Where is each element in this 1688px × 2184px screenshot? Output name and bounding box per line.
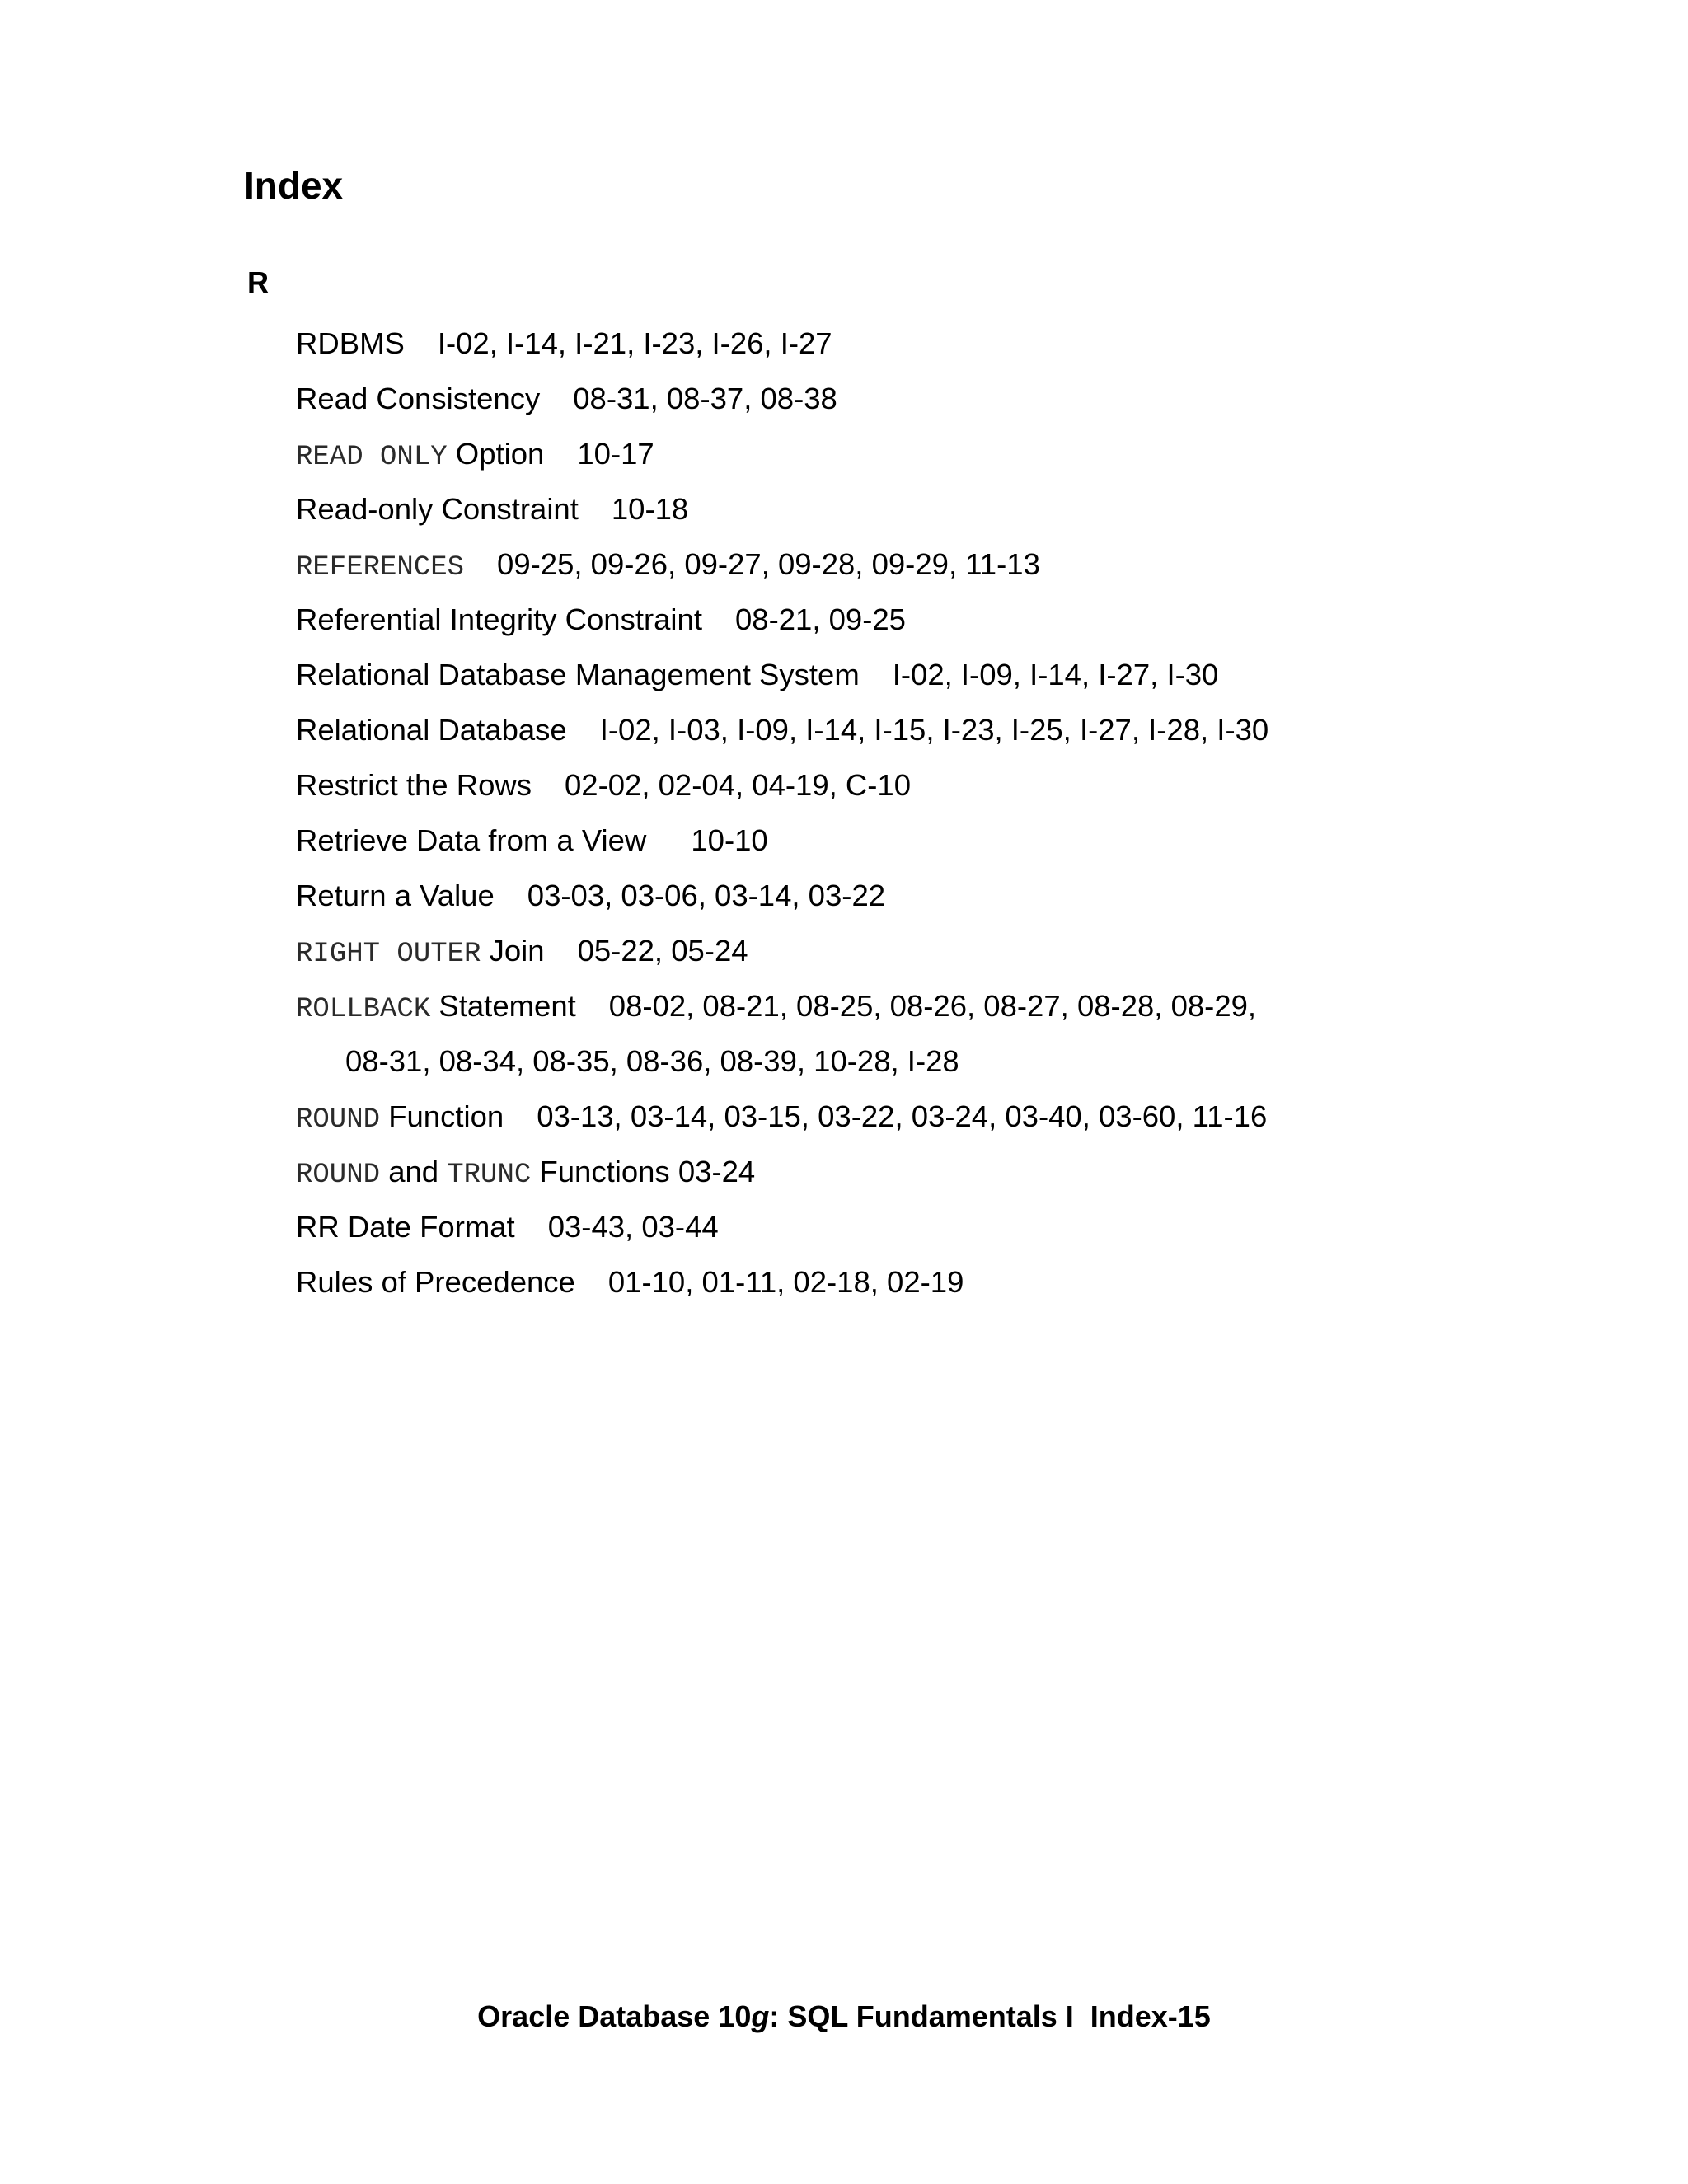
entry-code: READ ONLY — [296, 442, 448, 473]
index-entries-list — [296, 316, 1582, 1310]
entry-term: Restrict the Rows — [296, 768, 532, 802]
footer-title-end: : SQL Fundamentals I Index-15 — [769, 1999, 1211, 2033]
index-entry-read-only-option — [296, 426, 1582, 481]
index-entry-retrieve-data-view — [296, 813, 1582, 868]
index-entry-rdbms — [296, 316, 1582, 371]
index-entry-right-outer-join — [296, 923, 1582, 978]
entry-pages: 10-18 — [611, 492, 689, 526]
entry-term: Retrieve Data from a View — [296, 823, 647, 857]
footer-title-start: Oracle Database 10 — [477, 1999, 752, 2033]
entry-pages: 03-13, 03-14, 03-15, 03-22, 03-24, 03-40, 03-60, 11-16 — [537, 1099, 1268, 1133]
entry-code-secondary: TRUNC — [447, 1160, 532, 1191]
footer-title-italic: g — [751, 1999, 770, 2033]
index-entry-rollback-continuation — [296, 1033, 1582, 1089]
entry-term: Return a Value — [296, 879, 495, 912]
entry-term: Read-only Constraint — [296, 492, 579, 526]
index-entry-rdbms-full — [296, 647, 1582, 702]
entry-pages: 10-17 — [577, 437, 654, 471]
entry-term: Functions — [539, 1155, 670, 1188]
entry-connector: and — [388, 1155, 439, 1188]
index-entry-rollback-statement — [296, 978, 1582, 1033]
entry-pages-continuation: 08-31, 08-34, 08-35, 08-36, 08-39, 10-28, I-28 — [345, 1044, 959, 1078]
index-entry-restrict-rows — [296, 757, 1582, 813]
index-entry-read-only-constraint — [296, 481, 1582, 537]
entry-term: Statement — [438, 989, 576, 1023]
entry-pages: I-02, I-03, I-09, I-14, I-15, I-23, I-25, I-27, I-28, I-30 — [599, 713, 1269, 747]
entry-code: ROUND — [296, 1160, 381, 1191]
entry-pages: 08-31, 08-37, 08-38 — [573, 382, 837, 415]
entry-term: RDBMS — [296, 326, 405, 360]
entry-pages: 05-22, 05-24 — [577, 934, 748, 968]
entry-term: RR Date Format — [296, 1210, 515, 1244]
entry-code: REFERENCES — [296, 552, 465, 583]
entry-term: Relational Database Management System — [296, 658, 860, 691]
entry-pages: 03-24 — [678, 1155, 756, 1188]
page-footer — [0, 1996, 1688, 2037]
entry-pages: 08-02, 08-21, 08-25, 08-26, 08-27, 08-28, 08-29, — [608, 989, 1257, 1023]
index-entry-references — [296, 537, 1582, 592]
entry-pages: 02-02, 02-04, 04-19, C-10 — [565, 768, 912, 802]
entry-pages: 03-03, 03-06, 03-14, 03-22 — [527, 879, 886, 912]
entry-pages: I-02, I-14, I-21, I-23, I-26, I-27 — [437, 326, 832, 360]
index-entry-referential-integrity — [296, 592, 1582, 647]
entry-pages: I-02, I-09, I-14, I-27, I-30 — [892, 658, 1219, 691]
entry-term: Rules of Precedence — [296, 1265, 575, 1299]
entry-pages: 10-10 — [691, 823, 768, 857]
entry-term: Join — [489, 934, 545, 968]
entry-code: ROUND — [296, 1104, 381, 1136]
page-title: Index — [244, 164, 344, 207]
index-entry-rr-date-format — [296, 1199, 1582, 1254]
entry-code: ROLLBACK — [296, 994, 431, 1025]
index-entry-round-trunc-functions — [296, 1144, 1582, 1199]
entry-pages: 03-43, 03-44 — [547, 1210, 719, 1244]
entry-term: Relational Database — [296, 713, 567, 747]
entry-term: Option — [455, 437, 545, 471]
entry-pages: 08-21, 09-25 — [734, 602, 906, 636]
index-entry-relational-database — [296, 702, 1582, 757]
entry-term: Referential Integrity Constraint — [296, 602, 702, 636]
entry-pages: 09-25, 09-26, 09-27, 09-28, 09-29, 11-13 — [497, 547, 1040, 581]
index-entry-round-function — [296, 1089, 1582, 1144]
entry-pages: 01-10, 01-11, 02-18, 02-19 — [607, 1265, 964, 1299]
index-entry-return-value — [296, 868, 1582, 923]
entry-code: RIGHT OUTER — [296, 939, 481, 970]
index-entry-rules-precedence — [296, 1254, 1582, 1310]
index-entry-read-consistency — [296, 371, 1582, 426]
entry-term: Function — [388, 1099, 504, 1133]
section-letter: R — [247, 265, 269, 299]
entry-term: Read Consistency — [296, 382, 541, 415]
